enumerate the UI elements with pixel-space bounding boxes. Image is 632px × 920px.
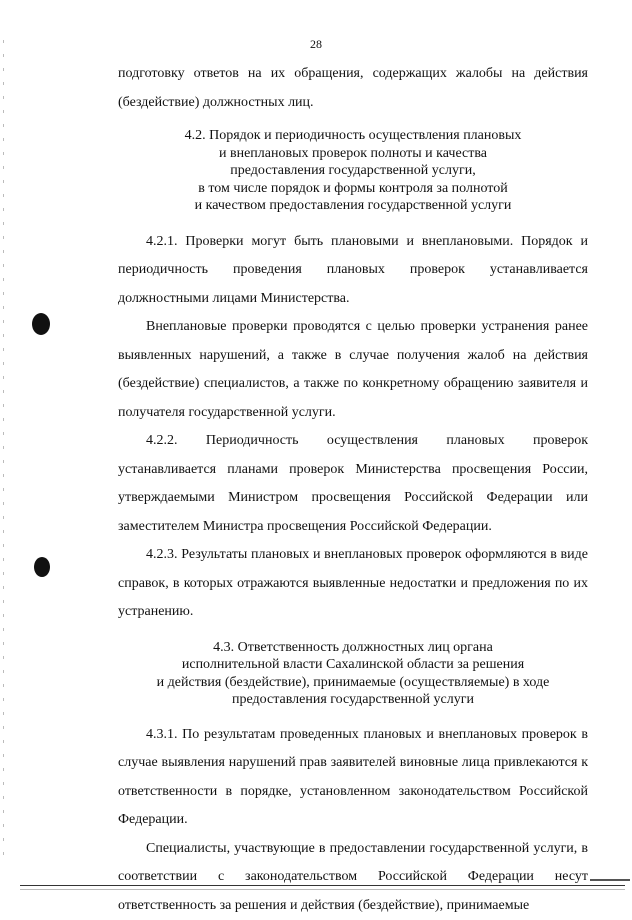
punch-hole bbox=[34, 557, 50, 577]
scan-edge-marks bbox=[3, 40, 4, 860]
punch-hole bbox=[32, 313, 50, 335]
paragraph: 4.2.1. Проверки могут быть плановыми и внеплановыми. Порядок и периодичность проведения плановых проверок устанавливается должностными лицами Министерства. bbox=[118, 228, 588, 314]
heading-line: исполнительной власти Сахалинской области за решения bbox=[118, 656, 588, 674]
page-number: 28 bbox=[0, 37, 632, 52]
heading-line: предоставления государственной услуги bbox=[118, 691, 588, 709]
paragraph: Специалисты, участвующие в предоставлении государственной услуги, в соответствии с законодательством Российской Федерации несут ответственность за решения и действия (бездействие), принимаемые bbox=[118, 835, 588, 920]
scan-footer-mark bbox=[590, 879, 630, 881]
heading-line: 4.2. Порядок и периодичность осуществления плановых bbox=[118, 127, 588, 145]
heading-line: и качеством предоставления государственной услуги bbox=[118, 197, 588, 215]
heading-line: 4.3. Ответственность должностных лиц органа bbox=[118, 639, 588, 657]
document-body bbox=[118, 60, 588, 920]
paragraph: 4.3.1. По результатам проведенных плановых и внеплановых проверок в случае выявления нарушений прав заявителей виновные лица привлекаются к ответственности в порядке, установленном законодательством Российской Федерации. bbox=[118, 721, 588, 835]
paragraph: 4.2.3. Результаты плановых и внеплановых проверок оформляются в виде справок, в которых отражаются выявленные недостатки и предложения по их устранению. bbox=[118, 541, 588, 627]
paragraph: 4.2.2. Периодичность осуществления плановых проверок устанавливается планами проверок Министерства просвещения России, утверждаемыми Министром просвещения Российской Федерации или заместителем Министра просвещения Российской Федерации. bbox=[118, 427, 588, 541]
heading-line: и внеплановых проверок полноты и качества bbox=[118, 145, 588, 163]
heading-line: в том числе порядок и формы контроля за полнотой bbox=[118, 180, 588, 198]
scan-footer-line bbox=[20, 885, 625, 886]
scan-footer-line bbox=[20, 889, 625, 890]
heading-line: и действия (бездействие), принимаемые (осуществляемые) в ходе bbox=[118, 674, 588, 692]
heading-line: предоставления государственной услуги, bbox=[118, 162, 588, 180]
section-heading-4-2 bbox=[118, 127, 588, 215]
paragraph: подготовку ответов на их обращения, содержащих жалобы на действия (бездействие) должностных лиц. bbox=[118, 60, 588, 117]
section-heading-4-3 bbox=[118, 639, 588, 709]
paragraph: Внеплановые проверки проводятся с целью проверки устранения ранее выявленных нарушений, а также в случае получения жалоб на действия (бездействие) специалистов, а также по конкретному обращению заявителя и получателя государственной услуги. bbox=[118, 313, 588, 427]
